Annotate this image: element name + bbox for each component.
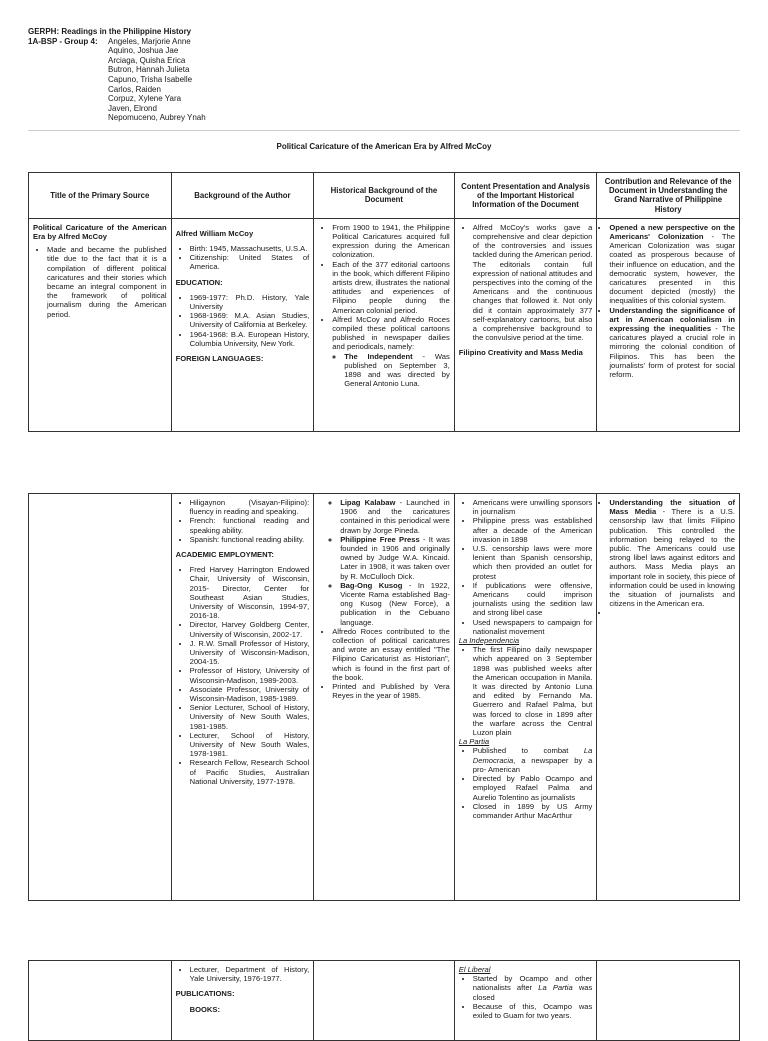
col-header-content: Content Presentation and Analysis of the Important Historical Information of the Document [454,173,597,219]
author-name: Alfred William McCoy [175,228,254,238]
periodical-item: ◦ Lipag Kalabaw - Launched in 1906 and the caricatures contained in this periodical were drawn by Jorge Pineda. [340,498,450,535]
member-list [108,37,206,123]
contribution-item [609,608,735,617]
hist-item: • Each of the 377 editorial cartoons in the book, which different Filipino artists drew, illustrates the national attitudes and experiences of Filipino people during the American colonial period. [332,260,450,315]
education-item: • 1969-1977: Ph.D. History, Yale University [190,293,310,311]
group-label: 1A-BSP - Group 4: [28,36,98,46]
employment-item: • Lecturer, Department of History, Yale University, 1976-1977. [190,965,310,983]
hist-item: • Printed and Published by Vera Reyes in the year of 1985. [332,682,450,700]
newspaper-heading: La Independencia [458,636,520,646]
hist-item: • Alfredo Roces contributed to the collection of political caricatures and wrote an essay entitled "The Filipino Caricaturist as Historian", which is found in the first part of the book. [332,627,450,682]
content-item: • Americans were unwilling sponsors in journalism [473,498,593,516]
cell-historical [314,218,455,431]
cell-contribution [597,218,740,431]
cell-historical [314,494,455,901]
employment-item: • Director, Harvey Goldberg Center, University of Wisconsin, 2002-17. [190,620,310,638]
cell-author [171,494,314,901]
member: Carlos, Raiden [108,84,161,94]
content-item: • Philippine press was established after a decade of the American invasion in 1898 [473,516,593,544]
divider [28,130,740,131]
employment-item: • Lecturer, School of History, University of New South Wales, 1978-1981. [190,731,310,759]
language-item: • Hiligaynon (Visayan-Filipino): fluency in reading and speaking. [190,498,310,516]
member: Capuno, Trisha Isabelle [108,74,193,84]
employment-item: • Research Fellow, Research School of Pacific Studies, Australian National University, 1977-1978. [190,758,310,786]
col-header-contribution: Contribution and Relevance of the Document in Understanding the Grand Narrative of Philippine History [597,173,740,219]
group-header [28,27,206,123]
languages-label: FOREIGN LANGUAGES: [175,354,264,364]
periodical-item: ◦ Philippine Free Press - It was founded in 1906 and originally owned by Judge W.A. Kincaid. Later in 1908, it was taken over by R. McCulloch Dick. [340,535,450,581]
employment-item: • Fred Harvey Harrington Endowed Chair, University of Wisconsin, 2015- Director, Center for Southeast Asian Studies, University of Wisconsin, 1994-97, 2016-18. [190,565,310,620]
content-item: • Used newspapers to campaign for nationalist movement [473,618,593,636]
member: Butron, Hannah Julieta [108,65,190,75]
col-header-historical: Historical Background of the Document [314,173,455,219]
member: Nepomuceno, Aubrey Ynah [108,113,206,123]
hist-item: • From 1900 to 1941, the Philippine Political Caricatures acquired full expression during the American colonization. [332,223,450,260]
contribution-item: • Understanding the significance of art in American colonialism in expressing the inequalities - The caricatures played a crucial role in mirroring the colonial condition of Filipinos. This has been the journalists' form of protest for social reform. [609,306,735,380]
newspaper-heading: La Partia [458,737,490,747]
employment-item: • J. R.W. Small Professor of History, University of Wisconsin-Madison, 2004-15. [190,639,310,667]
cell-author [171,961,314,1041]
cell-source-title [29,494,172,901]
cell-source-title [29,218,172,431]
newspaper-heading: El Liberal [458,965,491,974]
author-bio-item: • Citizenship: United States of America. [190,253,310,271]
author-bio-item: • Birth: 1945, Massachusetts, U.S.A. [190,244,310,253]
newspaper-item: • The first Filipino daily newspaper which appeared on 3 September 1898 was published weeks after the American occupation in Manila. It was directed by Antonio Luna and edited by Fernando Ma. Guerrero and Rafael Palma, but was forced to close in 1899 after the warfare across the Central Luzon plain [473,645,593,737]
language-item: • Spanish: functional reading ability. [190,535,310,544]
employment-label: ACADEMIC EMPLOYMENT: [175,550,274,560]
cell-content [454,218,597,431]
col-header-title: Title of the Primary Source [29,173,172,219]
analysis-table-page2 [28,493,740,901]
contribution-item: • Understanding the situation of Mass Media - There is a U.S. censorship law that limits Filipino publication. This controlled the information being relayed to the public. The Americans could use strong libel laws against editors and authors. Mass Media plays an important role in society, this piece of information could be used in knowing the situation of journalists and citizens in the American era. [609,498,735,608]
employment-item: • Associate Professor, University of Wisconsin-Madison, 1985-1989. [190,685,310,703]
education-item: • 1968-1969: M.A. Asian Studies, University of California at Berkeley. [190,311,310,329]
content-item: • U.S. censorship laws were more lenient than Spanish censorship, which then provided an outlet for protest [473,544,593,581]
cell-content [454,494,597,901]
cell-historical [314,961,455,1041]
periodical-item: ◦ Bag-Ong Kusog - In 1922, Vicente Rama established Bag-ong Kusog (New Force), a publication in the Cebuano language. [340,581,450,627]
cell-contribution [597,494,740,901]
content-item: • If publications were offensive, Americans could imprison journalists using the sedition law and strong libel case [473,581,593,618]
newspaper-item: • Published to combat La Democracia, a newspaper by a pro- American [473,746,593,774]
newspaper-item: • Directed by Pablo Ocampo and employed Rafael Palma and Aurelio Tolentino as journalists [473,774,593,802]
course-title: GERPH: Readings in the Philippine History [28,27,192,36]
education-label: EDUCATION: [175,277,223,287]
analysis-table-page3 [28,960,740,1041]
language-item: • French: functional reading and speaking ability. [190,516,310,534]
document-title: Political Caricature of the American Era by Alfred McCoy [276,142,492,151]
member: Corpuz, Xylene Yara [108,94,182,104]
newspaper-item: • Closed in 1899 by US Army commander Arthur MacArthur [473,802,593,820]
cell-source-title [29,961,172,1041]
hist-item: • Alfred McCoy and Alfredo Roces compiled these political cartoons published in newspaper dailies and periodicals, namely: ◦ The Independent - Was published on September 3, 1898 and was directed by General Antonio Luna. [332,315,450,389]
books-label: BOOKS: [189,1004,220,1014]
periodical-item: ◦ The Independent - Was published on September 3, 1898 and was directed by General Antonio Luna. [344,352,450,389]
member: Arciaga, Quisha Erica [108,55,186,65]
publications-label: PUBLICATIONS: [175,989,235,999]
cell-author [171,218,314,431]
source-title: Political Caricature of the American Era by Alfred McCoy [33,222,167,242]
employment-item: • Professor of History, University of Wisconsin-Madison, 1989-2003. [190,666,310,684]
contribution-item: • Opened a new perspective on the Americans' Colonization - The American Colonization was sugar coated as prosperous because of their influence on education, and the democratic system, however, the caricatures presented in this document depicted (mostly) the inequalities of this colonial system. [609,223,735,306]
member: Javen, Elrond [108,103,157,113]
member: Aquino, Joshua Jae [108,46,179,56]
content-item: • Alfred McCoy's works gave a comprehensive and clear depiction of the controversies and issues tackled during the American period. The editorials contain full expression of national attitudes and perspectives into the coming of the Americans and the continuous changes that followed it. Not only did it contain approximately 377 self-explanatory cartoons, but also a comprehensive background to the convulsive period at the time. [473,223,593,343]
newspaper-item: • Started by Ocampo and other nationalists after La Partia was closed [473,974,593,1002]
education-item: • 1964-1968: B.A. European History, Columbia University, New York. [190,330,310,348]
analysis-table-page1 [28,172,740,432]
source-note: • Made and became the published title due to the fact that it is a compilation of different political caricatures and their stories which became an integral component in the framework of political journalism during the American period. [47,245,167,319]
cell-contribution [597,961,740,1041]
employment-item: • Senior Lecturer, School of History, University of New South Wales, 1981-1985. [190,703,310,731]
content-heading: Filipino Creativity and Mass Media [458,348,583,358]
cell-content [454,961,597,1041]
col-header-author: Background of the Author [171,173,314,219]
member: Angeles, Marjorie Anne [108,36,191,46]
newspaper-item: • Because of this, Ocampo was exiled to Guam for two years. [473,1002,593,1020]
